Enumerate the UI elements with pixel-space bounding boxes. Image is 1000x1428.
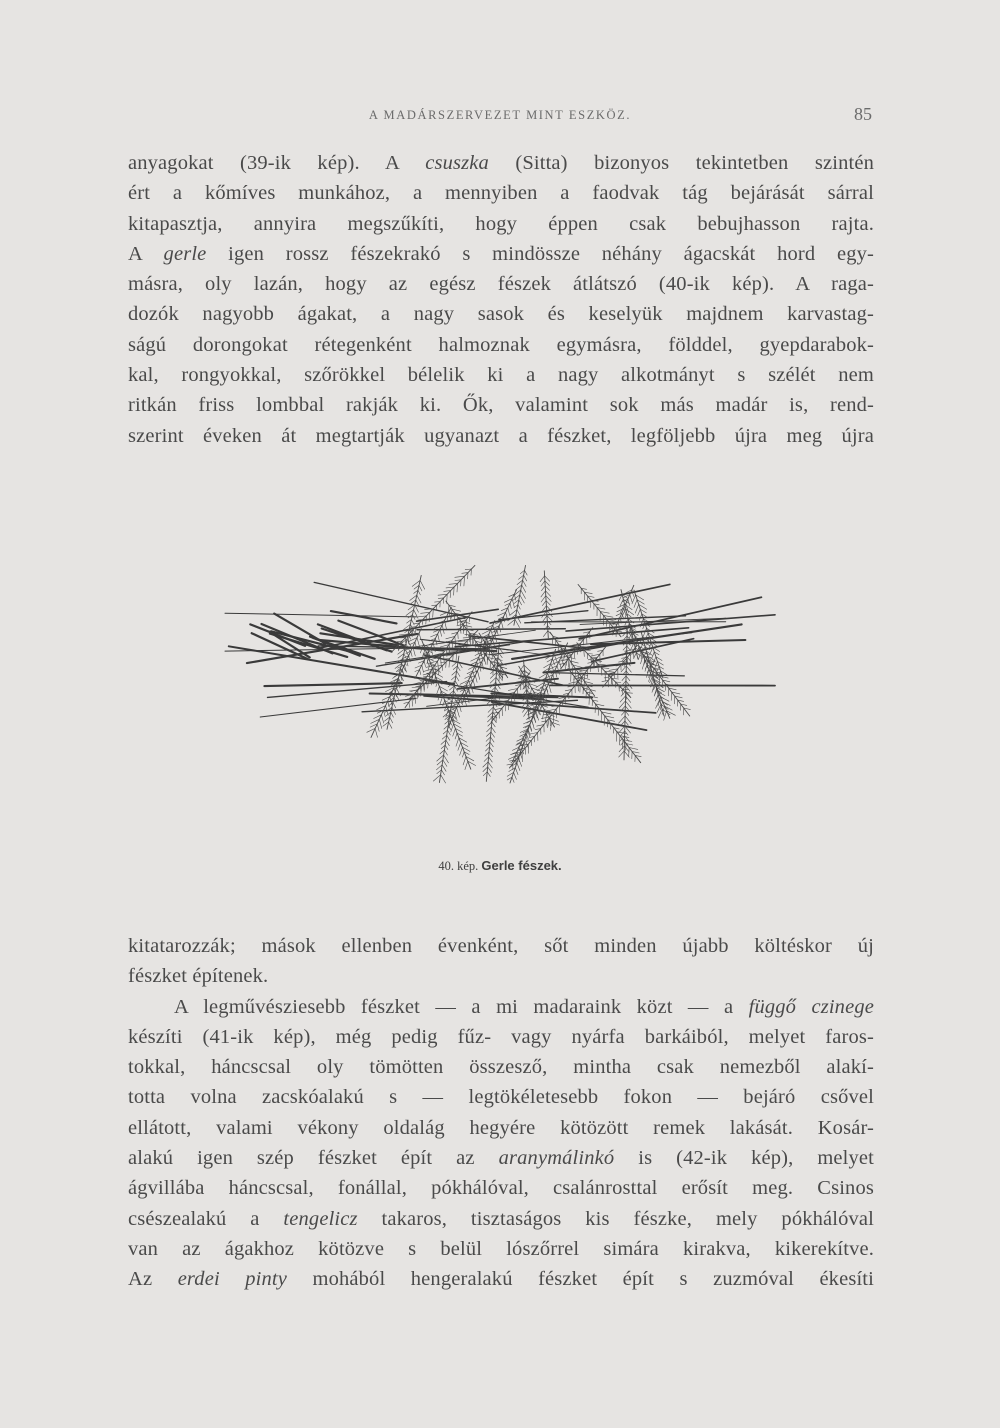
nest-stroke [412,687,421,688]
nest-stroke [417,595,421,603]
nest-stroke [635,604,639,613]
nest-stroke [407,639,411,647]
nest-stroke [475,675,477,682]
running-title: A MADÁRSZERVEZET MINT ESZKÖZ. [368,108,632,122]
nest-stroke [457,617,458,625]
italic-term: aranymálinkó [498,1147,615,1170]
nest-stroke [523,580,527,586]
nest-stroke [441,775,446,783]
nest-stroke [515,768,518,775]
nest-stroke [390,717,393,723]
nest-stroke [470,637,471,645]
nest-stroke [411,620,414,625]
nest-stroke [423,676,432,677]
nest-stroke [459,703,462,712]
nest-stroke [548,673,552,682]
text-line: másra, oly lazán, hogy az egész fészek átlátszó (40-ik kép). A raga- [128,273,874,296]
text-line: ritkán friss lombbal rakják ki. Ők, valamint sok más madár is, rend- [128,394,874,417]
nest-stroke [454,587,455,595]
nest-stroke [489,757,493,762]
nest-stroke [424,661,425,667]
nest-stroke [623,646,627,650]
text-line: dozók nagyobb ágakat, a nagy sasok és keselyük majdnem karvastag- [128,303,874,326]
nest-stroke [552,636,553,643]
nest-stroke [466,620,467,629]
nest-stroke [460,747,463,755]
nest-stroke [519,600,522,605]
nest-stroke [619,746,624,752]
nest-stroke [626,686,630,691]
text-line: ságú dorongokat rétegenként halmoznak egymásra, földdel, gyepdarabok- [128,333,874,356]
nest-stroke [458,743,461,751]
nest-stroke [501,621,503,628]
nest-stroke [464,576,465,586]
nest-stroke [455,733,457,739]
nest-stroke [487,772,490,777]
nest-stroke [393,702,396,707]
nest-stroke [543,687,545,693]
nest-stroke [671,692,672,700]
text-line: ágvillába háncscsal, fonállal, pókhálóval, csalánrosttal erősít meg. Csinos [128,1177,874,1200]
nest-stroke [439,656,459,782]
nest-stroke [488,767,492,773]
nest-stroke [443,760,447,767]
nest-stroke [626,676,630,681]
nest-stroke [457,583,458,592]
text-line: Az erdei pinty mohából hengeralakú fészket épít s zuzmóval ékesíti [128,1268,874,1291]
figure-number: 40. kép. [438,859,479,873]
nest-stroke [622,676,626,681]
text-line: fészket építenek. [128,965,269,988]
text-line: ellátott, valami vékony oldalág hegyére kötözött remek lakását. Kosár- [128,1116,874,1139]
nest-stroke [225,613,416,617]
nest-stroke [605,671,615,672]
nest-stroke [420,580,425,589]
paragraph-top [128,148,874,451]
nest-stroke [409,702,410,707]
nest-stroke [522,585,526,592]
nest-stroke [647,669,649,677]
nest-stroke [455,681,460,689]
nest-stroke [392,707,396,714]
text-line: tokkal, háncscsal oly tömötten összesző, mintha csak nemezből alakí- [128,1056,874,1079]
nest-stroke [492,722,495,727]
nest-stroke [605,671,606,681]
text-line: szerint éveken át megtartják ugyanazt a fészket, legföljebb újra meg újra [128,424,874,447]
nest-stroke [456,676,459,681]
nest-stroke [547,616,552,621]
nest-stroke [490,742,493,747]
nest-stroke [478,671,480,680]
nest-stroke [546,591,551,597]
text-line: kal, rongyokkal, szőrökkel bélelik ki a nagy alkotmányt s szélét nem [128,364,874,387]
nest-stroke [655,661,658,667]
italic-term: erdei pinty [177,1268,288,1291]
nest-stroke [491,727,495,733]
nest-stroke [508,608,510,615]
nest-stroke [619,751,625,757]
nest-stroke [520,595,525,603]
italic-term: gerle [163,242,207,265]
running-head [0,104,1000,128]
nest-stroke [433,609,434,618]
nest-stroke [541,591,546,597]
text-line: csészealakú a tengelicz takaros, tisztaságos kis fészke, mely pókhálóval [128,1207,875,1230]
nest-stroke [621,691,626,696]
nest-stroke [458,632,459,638]
nest-stroke [543,616,548,622]
nest-stroke [496,677,501,684]
nest-stroke [542,601,546,606]
nest-stroke [512,777,514,782]
figure-title: Gerle fészek. [481,858,562,873]
nest-stroke [463,757,466,765]
page-number: 85 [854,104,872,124]
nest-stroke [634,653,637,658]
nest-stroke [442,765,446,772]
nest-stroke [389,722,392,728]
nest-stroke [656,700,660,709]
nest-stroke [449,645,450,654]
nest-stroke [469,616,470,622]
nest-stroke [519,758,522,766]
nest-stroke [642,660,645,669]
nest-stroke [451,724,454,732]
nest-stroke [541,581,545,586]
nest-stroke [550,632,595,696]
nest-stroke [590,690,591,696]
nest-stroke [625,721,628,725]
text-line: totta volna zacskóalakú s — legtökéletesebb fokon — bejáró csővel [128,1086,874,1109]
nest-stroke [462,752,464,757]
nest-stroke [260,698,416,717]
nest-stroke [620,696,625,702]
nest-stroke [541,596,546,602]
nest-stroke [645,665,647,672]
nest-stroke [411,651,412,656]
nest-stroke [436,686,439,695]
nest-stroke [445,745,448,750]
nest-stroke [377,724,379,731]
nest-stroke [621,721,625,725]
nest-stroke [419,633,421,639]
nest-stroke [543,631,548,637]
nest-stroke [495,687,498,691]
nest-stroke [621,590,638,660]
nest-stroke [381,715,383,723]
nest-stroke [654,688,657,696]
nest-stroke [546,596,551,602]
nest-stroke [418,590,421,595]
text-line: készíti (41-ik kép), még pedig fűz- vagy nyárfa barkáiból, melyet faros- [128,1025,874,1048]
nest-stroke [518,605,520,609]
nest-stroke [514,772,517,779]
nest-stroke [638,609,641,616]
nest-stroke [510,603,511,608]
nest-stroke [634,600,637,608]
nest-stroke [416,600,419,606]
nest-stroke [453,729,456,737]
nest-stroke [420,670,421,675]
nest-stroke [447,735,450,740]
nest-stroke [524,575,527,581]
nest-stroke [567,657,568,666]
nest-stroke [419,585,422,591]
nest-stroke [417,638,420,648]
nest-stroke [456,738,459,746]
nest-stroke [625,731,628,735]
text-line: alakú igen szép fészket épít az aranymálinkó is (42-ik kép), melyet [128,1147,874,1170]
nest-stroke [490,747,493,752]
nest-stroke [531,720,533,725]
text-line: kitatarozzák; mások ellenben évenként, sőt minden újabb költéskor új [128,935,874,957]
text-line: A legművésziesebb fészket — a mi madaraink közt — a függő czinege [174,995,874,1018]
nest-stroke [524,710,529,717]
nest-stroke [264,683,401,686]
nest-stroke [391,712,394,717]
nest-stroke [626,666,631,672]
figure-caption [0,858,1000,874]
nest-stroke [465,761,468,769]
nest-stroke [438,634,440,642]
nest-stroke [540,576,545,582]
nest-stroke [488,762,492,768]
text-line: anyagokat (39-ik kép). A csuszka (Sitta) bizonyos tekintetben szintén [128,152,874,174]
nest-stroke [440,630,442,637]
nest-stroke [658,709,662,718]
nest-stroke [491,737,495,742]
nest-stroke [472,637,473,644]
text-line: van az ágakhoz kötözve s belül lószőrrel simára kirakva, kikerekítve. [128,1237,874,1260]
nest-stroke [628,599,630,605]
nest-stroke [643,628,646,636]
nest-stroke [497,630,498,635]
italic-term: tengelicz [283,1207,358,1230]
nest-stroke [457,666,460,671]
nest-stroke [598,664,599,672]
nest-stroke [491,732,495,737]
nest-stroke [379,719,382,728]
nest-stroke [630,595,632,603]
nest-stroke [621,711,625,715]
nest-stroke [448,730,451,735]
italic-term: csuszka [425,152,489,174]
nest-stroke [422,665,424,672]
nest-stroke [517,763,520,771]
nest-stroke [441,770,444,775]
text-line: kitapasztja, annyira megszűkíti, hogy éppen csak bebujhasson rajta. [128,212,874,235]
nest-stroke [621,666,626,672]
paragraph-bottom [128,931,874,1295]
nest-stroke [443,700,445,705]
nest-stroke [457,671,460,677]
nest-stroke [489,752,492,757]
dove-nest-illustration [220,505,780,850]
italic-term: függő czinege [748,995,874,1018]
nest-stroke [457,708,460,718]
nest-stroke [568,668,641,762]
nest-stroke [229,646,454,684]
nest-stroke [634,590,663,678]
nest-stroke [426,616,427,624]
nest-stroke [542,586,546,591]
nest-stroke [446,740,449,746]
nest-stroke [515,619,520,627]
nest-stroke [393,565,475,650]
nest-stroke [641,656,644,664]
nest-stroke [569,661,570,669]
nest-stroke [525,570,528,575]
nest-stroke [429,612,430,621]
nest-stroke [641,632,664,716]
text-line: ért a kőmíves munkához, a mennyiben a faodvak tág bejárását sárral [128,182,874,205]
nest-stroke [627,646,631,650]
nest-stroke [652,652,654,657]
text-line: A gerle igen rossz fészekrakó s mindössze néhány ágacskát hord egy- [128,242,874,265]
nest-stroke [444,750,447,755]
nest-stroke [545,576,550,581]
nest-stroke [375,728,377,737]
